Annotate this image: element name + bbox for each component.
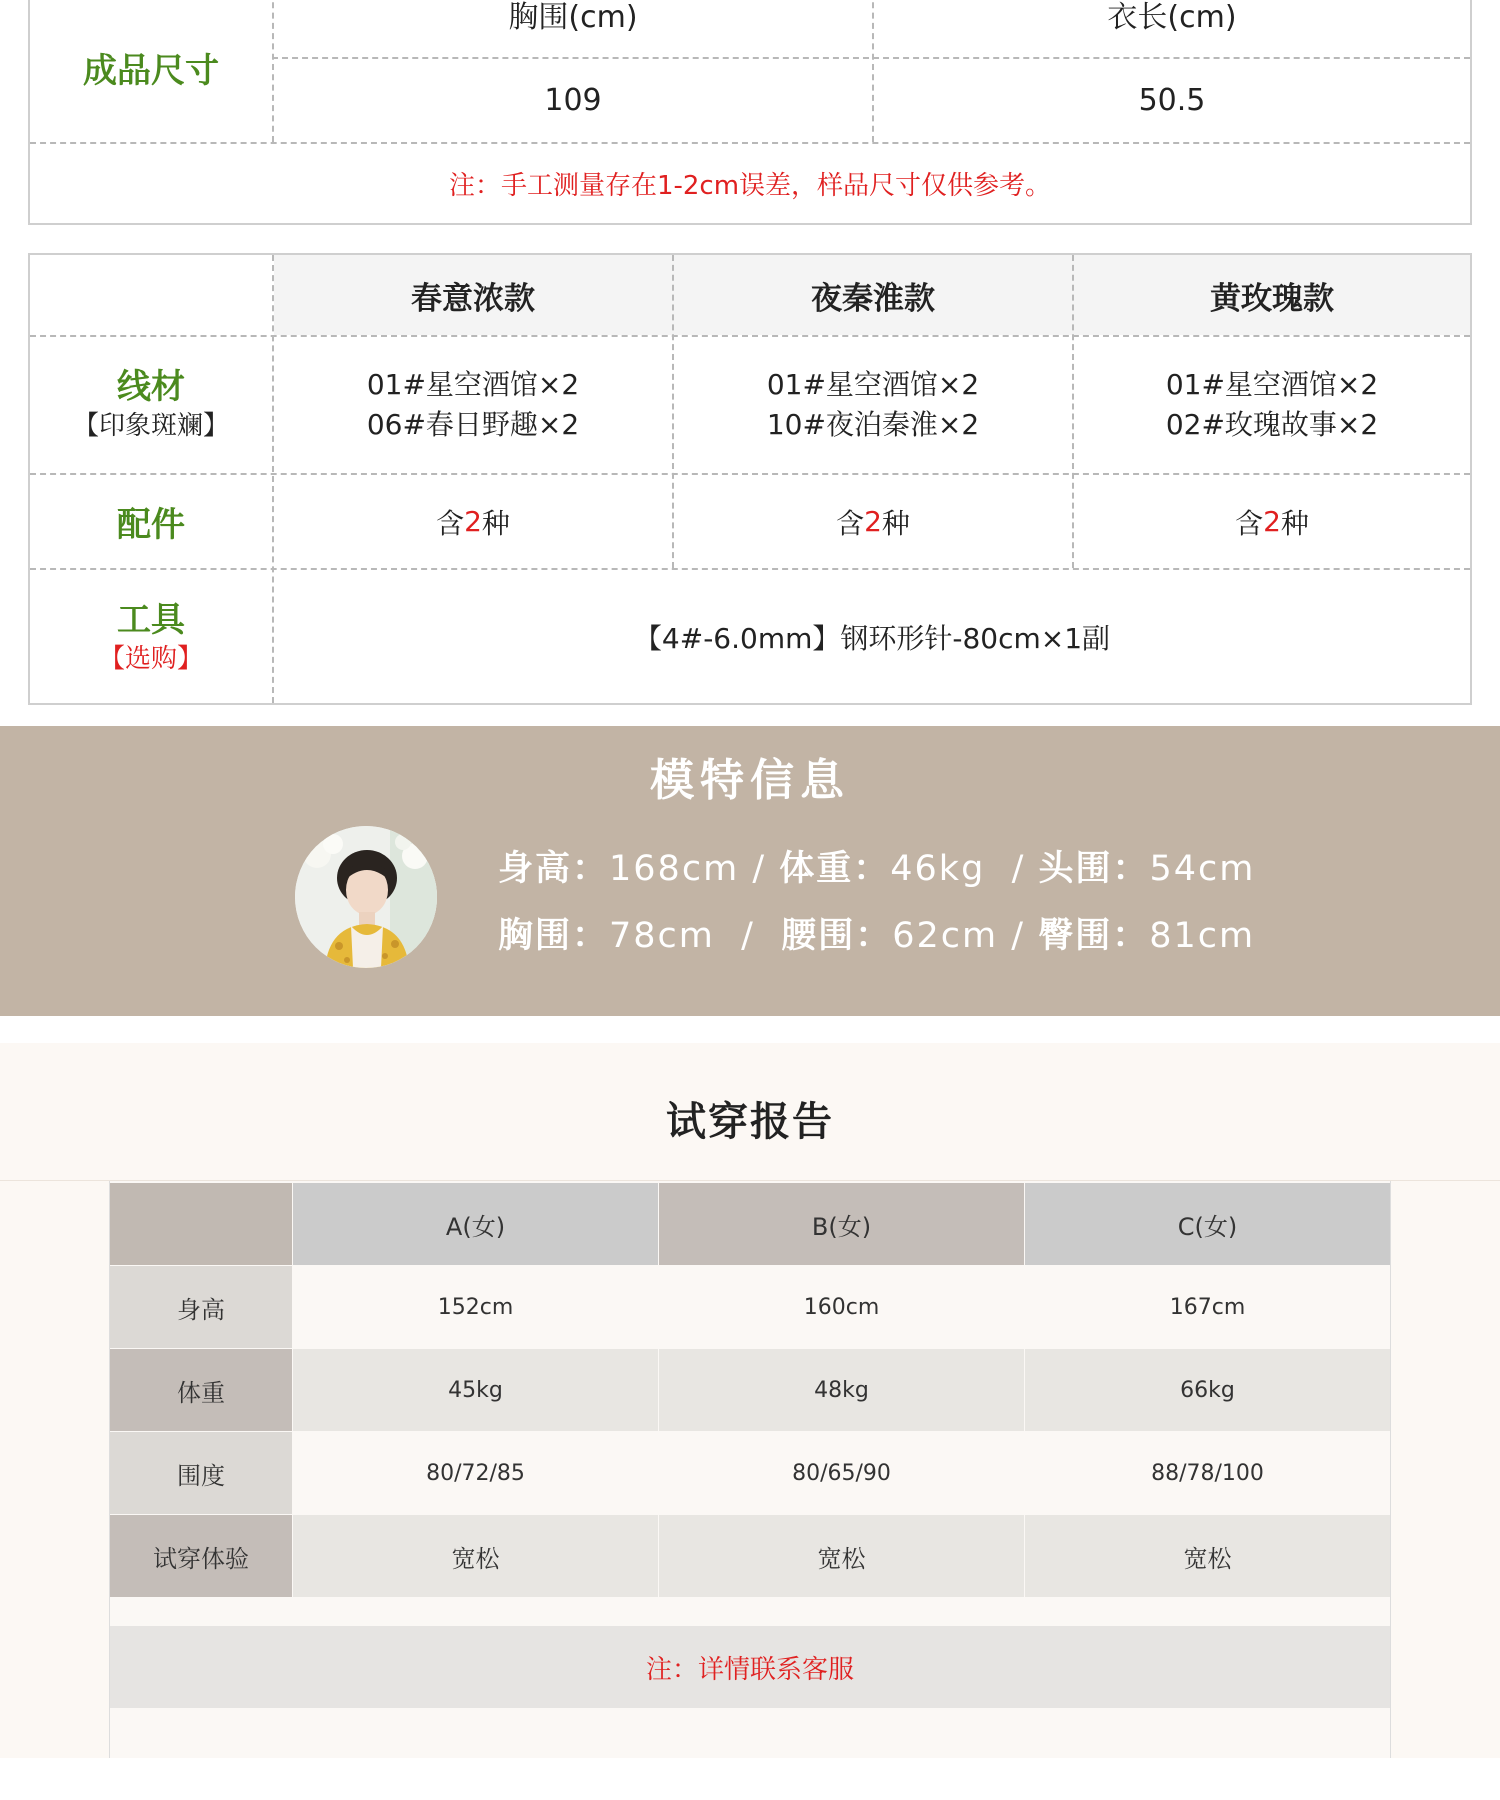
report-title: 试穿报告 (666, 1098, 834, 1145)
hip-value: 81cm (1149, 916, 1256, 956)
accessories-count: 2 (464, 505, 482, 538)
report-cell: 80/65/90 (659, 1432, 1024, 1514)
bust-column-header: 胸围(cm) (508, 0, 638, 35)
accessories-cell-2 (674, 475, 1072, 568)
yarn-item: 01#星空酒馆×2 (1165, 368, 1379, 401)
report-cell: 160cm (659, 1266, 1024, 1348)
report-row-label: 试穿体验 (110, 1515, 292, 1597)
report-cell: 152cm (293, 1266, 658, 1348)
yarn-sublabel: 【印象斑斓】 (72, 411, 229, 441)
head-value: 54cm (1149, 849, 1256, 889)
yarn-cell-1 (274, 337, 672, 473)
model-info-banner (0, 726, 1500, 1016)
bust-value: 109 (544, 83, 602, 118)
bust-value: 78cm (609, 916, 715, 956)
yarn-item: 01#星空酒馆×2 (366, 368, 580, 401)
report-cell: 宽松 (293, 1515, 658, 1597)
separator: / (741, 916, 755, 956)
model-stats-line-1 (498, 841, 1255, 891)
header-style-2: 夜秦淮款 (811, 280, 935, 317)
report-row-label: 身高 (110, 1266, 292, 1348)
tools-label-cell (30, 570, 272, 703)
yarn-label-cell (30, 337, 272, 473)
accessories-label: 配件 (117, 505, 185, 545)
tools-label: 工具 (117, 599, 185, 640)
model-avatar (295, 826, 437, 968)
size-table (28, 0, 1472, 225)
hip-label: 臀围： (1038, 916, 1150, 956)
report-cell: 宽松 (659, 1515, 1024, 1597)
height-label: 身高： (498, 849, 610, 889)
yarn-item: 02#玫瑰故事×2 (1165, 408, 1379, 441)
report-cell: 80/72/85 (293, 1432, 658, 1514)
size-note: 注：手工测量存在1-2cm误差，样品尺寸仅供参考。 (448, 171, 1052, 201)
report-cell: 88/78/100 (1025, 1432, 1390, 1514)
tools-sublabel: 【选购】 (98, 643, 203, 674)
materials-table (28, 253, 1472, 705)
length-value: 50.5 (1138, 83, 1206, 118)
separator: / (1011, 849, 1026, 889)
report-cell: 48kg (659, 1349, 1024, 1431)
head-label: 头围： (1038, 849, 1150, 889)
tools-value: 【4#-6.0mm】钢环形针-80cm×1副 (633, 621, 1111, 655)
header-style-1: 春意浓款 (411, 280, 535, 317)
report-column-a: A(女) (293, 1183, 658, 1265)
waist-label: 腰围： (781, 916, 893, 956)
accessories-cell-1 (274, 475, 672, 568)
report-row-label: 体重 (110, 1349, 292, 1431)
model-stats-line-2 (498, 908, 1255, 958)
accessories-suffix: 种 (1280, 506, 1309, 540)
model-info-title: 模特信息 (650, 755, 850, 806)
accessories-suffix: 种 (881, 506, 910, 540)
accessories-prefix: 含 (836, 506, 865, 540)
size-row-label: 成品尺寸 (83, 50, 219, 91)
accessories-prefix: 含 (1235, 506, 1264, 540)
yarn-cell-2 (674, 337, 1072, 473)
header-style-3: 黄玫瑰款 (1210, 280, 1334, 317)
report-column-c: C(女) (1025, 1183, 1390, 1265)
accessories-count: 2 (1263, 505, 1281, 538)
report-corner-cell (110, 1183, 292, 1265)
accessories-suffix: 种 (481, 506, 510, 540)
yarn-cell-3 (1074, 337, 1470, 473)
model-portrait-image (295, 826, 437, 968)
separator: / (1011, 916, 1026, 956)
report-column-b: B(女) (659, 1183, 1024, 1265)
yarn-label: 线材 (117, 367, 185, 407)
report-cell: 66kg (1025, 1349, 1390, 1431)
report-note: 注：详情联系客服 (110, 1626, 1390, 1708)
yarn-item: 06#春日野趣×2 (366, 408, 580, 441)
height-value: 168cm (609, 849, 740, 889)
report-cell: 宽松 (1025, 1515, 1390, 1597)
report-cell: 45kg (293, 1349, 658, 1431)
accessories-cell-3 (1074, 475, 1470, 568)
separator: / (752, 849, 767, 889)
accessories-count: 2 (864, 505, 882, 538)
weight-label: 体重： (779, 849, 891, 889)
length-column-header: 衣长(cm) (1107, 0, 1237, 35)
weight-value: 46kg (890, 849, 986, 889)
report-cell: 167cm (1025, 1266, 1390, 1348)
bust-label: 胸围： (498, 916, 610, 956)
waist-value: 62cm (892, 916, 999, 956)
report-row-label: 围度 (110, 1432, 292, 1514)
yarn-item: 01#星空酒馆×2 (766, 368, 980, 401)
yarn-item: 10#夜泊秦淮×2 (766, 408, 980, 441)
accessories-prefix: 含 (436, 506, 465, 540)
try-on-report (0, 1043, 1500, 1758)
